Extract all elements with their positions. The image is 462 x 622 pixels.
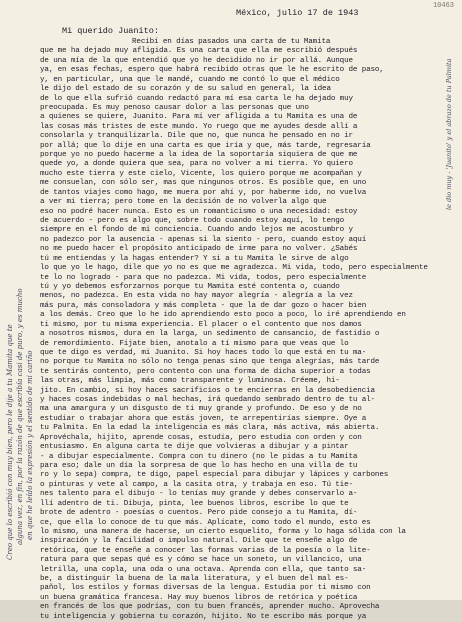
letter-line: de remordimiento. Fíjate bien, anotalo a tí mismo para que veas que lo [40, 339, 349, 348]
letter-line: que te digo es verdad, mi Juanito. Si hoy haces todo lo que está en tu ma- [40, 348, 367, 357]
letter-line: de tantos viajes como hago, me muera por ahí y, por haberme ido, no vuelva [40, 188, 367, 197]
letter-line: no porque tu Mamita no sólo no tenga penas sino que tenga alegrías, más tarde [40, 358, 380, 367]
margin-note: alguna vez, en fin, por la razón de que escribía casi de puro, y es mucho [16, 288, 24, 545]
letter-line: ce, que ella lo conoce de tu que más. Aplícate, como todo el mundo, esto es [40, 518, 371, 527]
letter-line: ratura para que sepas qué es y cómo se hace un soneto, un villancico, una [40, 556, 362, 565]
letter-line: Aprovéchala, hijito, aprende cosas, estudia, pero estudia con orden y con [40, 433, 362, 442]
letter-line: para eso; dale un día la sorpresa de que lo has hecho en una villa de tu [40, 461, 358, 470]
letter-line: a nosotros mismos, dura en la larga, un sedimento de cansancio, de fastidio o [40, 330, 380, 339]
letter-line: consolarla y tranquilizarla. Dile que no, que nunca he pensado en no ir [40, 132, 353, 141]
letter-line: inspiración y la facilidad o impulso natural. Dile que te enseñe algo de [40, 537, 358, 546]
letter-line: lo que yo le hago, dile que yo no es que me agradezca. Mi vida, todo, pero especialmente [40, 264, 428, 273]
letter-line: be, a distinguir la buena de la mala literatura, y el buen del mal es- [40, 575, 349, 584]
letter-line: ma una amargura y un disgusto de ti muy grande y profundo. De eso y de no [40, 405, 362, 414]
catalog-mark: 10463 [432, 2, 454, 10]
letter-line: quede yo, a donde quiera que sea, para no volver a mi tierra. Yo quiero [40, 160, 353, 169]
letter-line: ro y lo sepa) compra, te digo, papel especial para dibujar y lápices y carbones [40, 471, 389, 480]
margin-note: en que he leído la expresión y el sentido de mi cariño [26, 350, 34, 540]
letter-line: eso no podré hacer nunca. Esto es un romanticismo o una necesidad: estoy [40, 207, 358, 216]
letter-line: menos, no padezca. En esta vida no hay mayor alegría - alegría a la vez [40, 292, 353, 301]
letter-line: tú y yo debemos esforzarnos porque tu Mamita esté contenta o, cuando [40, 282, 340, 291]
letter-line: a los demás. Creo que lo he ido aprendiendo esto poco a poco, lo iré aprendiendo en [40, 311, 406, 320]
letter-line: estudiar o trabajar ahora que estás joven, te arrepentirías siempre. Oye a [40, 414, 367, 423]
letter-line: brote de adentro - poesías o cuentos. Pero pide consejo a tu Mamita, dí- [40, 509, 358, 518]
letter-line: y, en particular, una que le mandé, cuando me contó lo que el médico [40, 75, 340, 84]
letter-line: pañol, los estilos y formas diversas de la lengua. Estudia por ti mismo con [40, 584, 371, 593]
letter-line: no padezco por la ausencia - apenas si la siento - pero, cuando estoy aquí [40, 235, 367, 244]
letter-line: tu inteligencia y gobierna tu corazón, hijito. No te escribo más porque ya [40, 612, 367, 621]
letter-line: te sentirás contento, pero contento con una forma de dicha superior a todas [40, 367, 371, 376]
letter-line: más pura, más consoladora y más completa - que la de dar gozo o hacer bien [40, 301, 367, 310]
letter-line: y haces cosas indebidas o mal hechas, irá quedando sembrado dentro de tu al- [40, 396, 375, 405]
letter-line: letrilla, una copla, una oda o una octava. Aprenda con ella, que tanto sa- [40, 565, 367, 574]
letter-line: te lo no logrado - para que no padezca. Mi vida, todos, pero especialmente [40, 273, 367, 282]
margin-note: le dio muy - 'Juanito' y el abrazo de tu Palmita [445, 58, 453, 210]
letter-line: le dijo del estado de su corazón y de su salud en general, la idea [40, 85, 331, 94]
salutation: Mi querido Juanito: [62, 26, 159, 36]
letter-line: preocupada. Es muy penoso causar dolor a las personas que uno [40, 103, 309, 112]
letter-line: entusiasmo. En alguna carta te dije que volvieras a dibujar y a pintar [40, 443, 349, 452]
letter-line: ti mismo, por tu misma experiencia. El placer o el contento que nos damos [40, 320, 362, 329]
letter-line: jito. En cambio, si hoy haces sacrificios o te encierras en la desobediencia [40, 386, 375, 395]
letter-line: a quienes se quiere, Juanito. Para mí ver afligida a tu Mamita es una de [40, 113, 358, 122]
letter-line: no me puedo hacer el propósito anticipado de irme para no volver. ¿Sabés [40, 245, 358, 254]
letter-line: las cosas más tristes de este mundo. Yo ruego que me ayudes desde allí a [40, 122, 358, 131]
letter-line: mucho este tierra y este cielo, Vicente, los quiero porque me acompañan y [40, 169, 362, 178]
letter-line: por allá; que lo dije en una carta es que iría y que, más tarde, regresaría [40, 141, 371, 150]
letter-date: México, julio 17 de 1943 [236, 8, 359, 18]
letter-line: tu Palmita. En la edad la inteligencia es más clara, más activa, más abierta. [40, 424, 380, 433]
margin-note: Creo que lo escribió con muy bien, pero le dije a tu Mamita que te [6, 324, 14, 560]
letter-line: que me ha dejado muy afligida. Es una carta que ella me escribió después [40, 47, 358, 56]
letter-line: siempre en el fondo de mi conciencia. Cuando ando lejos me acostumbro y [40, 226, 353, 235]
letter-body [40, 38, 452, 622]
letter-line: un buena gramática francesa. Hay muy buenos libros de retórica y poética [40, 593, 358, 602]
letter-line: a ver mi tierra; pero tome en la decisión de no volverla algo que [40, 198, 327, 207]
letter-line: de una mía de la que entendió que yo he decidido no ir por allá. Aunque [40, 56, 353, 65]
letter-line: - a dibujar especialmente. Compra con tu dinero (no le pidas a tu Mamita [40, 452, 358, 461]
letter-line: retórica, que te enseñe a conocer las formas varias de la poesía o la lite- [40, 546, 371, 555]
letter-line: lo mismo, una manera de hacerse, un cierto esquelito, forma y lo haga sólida con la [40, 527, 406, 536]
letter-line: las otras, más limpia, más como transparente y luminosa. Créeme, hi- [40, 377, 340, 386]
letter-line: o pinturas y vete al campo, a la casita otra, y trabaja en eso. Tú tie- [40, 480, 353, 489]
letter-line: llí adentro de ti. Dibuja, pinta, lee buenos libros, escribe lo que te [40, 499, 349, 508]
letter-line: Recibí en días pasados una carta de tu Mamita [132, 38, 331, 46]
letter-line: de acuerdo - pero es algo que, sobre todo cuando estoy aquí, lo tengo [40, 217, 345, 226]
letter-line: me consuelan, con sólo ser, mas que ningunos otros. Es posible que, en uno [40, 179, 367, 188]
letter-line: porque yo no puedo hacerme a la idea de la soportaría siquiera de que me [40, 151, 358, 160]
letter-line: tú me entiendas y la hagas entender? Y si a tu Mamita le sirve de algo [40, 254, 349, 263]
letter-line: de lo que ella sufrió cuando redactó para mí esa carta le ha dejado muy [40, 94, 353, 103]
letter-line: ya, en esas fechas, espero que habrá recibido otras que le he escrito de paso, [40, 66, 384, 75]
letter-line: en francés de los que podrías, con tu buen francés, aprender mucho. Aprovecha [40, 603, 380, 612]
letter-line: nes talento para el dibujo - lo tenías muy grande y debes conservarlo a- [40, 490, 358, 499]
